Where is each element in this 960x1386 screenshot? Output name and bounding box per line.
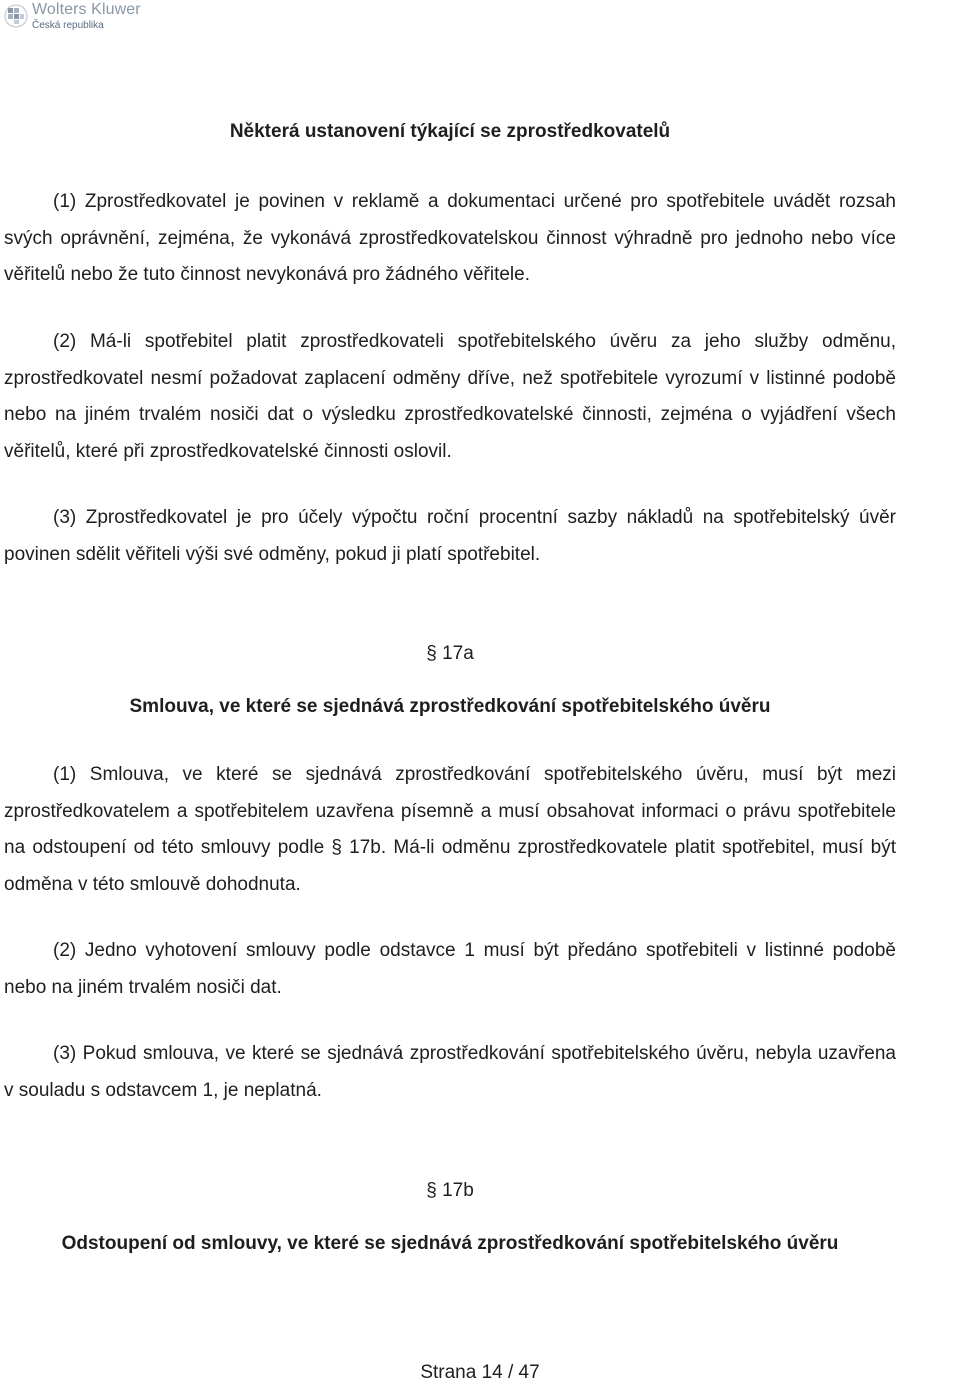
paragraph-17a-3: (3) Pokud smlouva, ve které se sjednává zprostředkování spotřebitelského úvěru, nebyla uzavřena v souladu s odstavcem 1, je neplatná. [4, 1043, 896, 1101]
page-number: Strana 14 / 47 [420, 1362, 540, 1383]
heading-17b: Odstoupení od smlouvy, ve které se sjednává zprostředkování spotřebitelského úvěru [61, 1233, 839, 1254]
brand-name: Wolters Kluwer [32, 1, 141, 18]
paragraph-17a-1: (1) Smlouva, ve které se sjednává zprostředkování spotřebitelského úvěru, musí být mezi zprostředkovatelem a spotřebitelem uzavřena písemně a musí obsahovat informaci o právu spotřebitele na odstoupení od této smlouvy podle § 17b. Má-li odměnu zprostředkovatele platit spotřebitel, musí být odměna v této smlouvě dohodnuta. [4, 764, 896, 895]
heading-intermediaries: Některá ustanovení týkající se zprostředkovatelů [229, 121, 671, 142]
paragraph-1-2: (2) Má-li spotřebitel platit zprostředkovateli spotřebitelského úvěru za jeho služby odměnu, zprostředkovatel nesmí požadovat zaplacení odměny dříve, než spotřebitele vyrozumí v listinné podobě nebo na jiném trvalém nosiči dat o výsledku zprostředkovatelské činnosti, zejména o vyjádření všech věřitelů, které při zprostředkovatelské činnosti oslovil. [4, 331, 896, 462]
paragraph-17a-2: (2) Jedno vyhotovení smlouvy podle odstavce 1 musí být předáno spotřebiteli v listinné podobě nebo na jiném trvalém nosiči dat. [4, 940, 896, 998]
wolters-kluwer-logo-icon [4, 4, 28, 28]
paragraph-1-3: (3) Zprostředkovatel je pro účely výpočtu roční procentní sazby nákladů na spotřebitelský úvěr povinen sdělit věřiteli výši své odměny, pokud ji platí spotřebitel. [4, 507, 896, 565]
section-number-17b: § 17b [426, 1180, 474, 1201]
section-number-17a: § 17a [426, 643, 474, 664]
brand-logo [4, 2, 141, 31]
brand-subtitle: Česká republika [32, 20, 104, 31]
paragraph-1-1: (1) Zprostředkovatel je povinen v reklamě a dokumentaci určené pro spotřebitele uvádět rozsah svých oprávnění, zejména, že vykonává zprostředkovatelskou činnost výhradně pro jednoho nebo více věřitelů nebo že tuto činnost nevykonává pro žádného věřitele. [4, 191, 896, 285]
heading-17a: Smlouva, ve které se sjednává zprostředkování spotřebitelského úvěru [129, 696, 771, 717]
